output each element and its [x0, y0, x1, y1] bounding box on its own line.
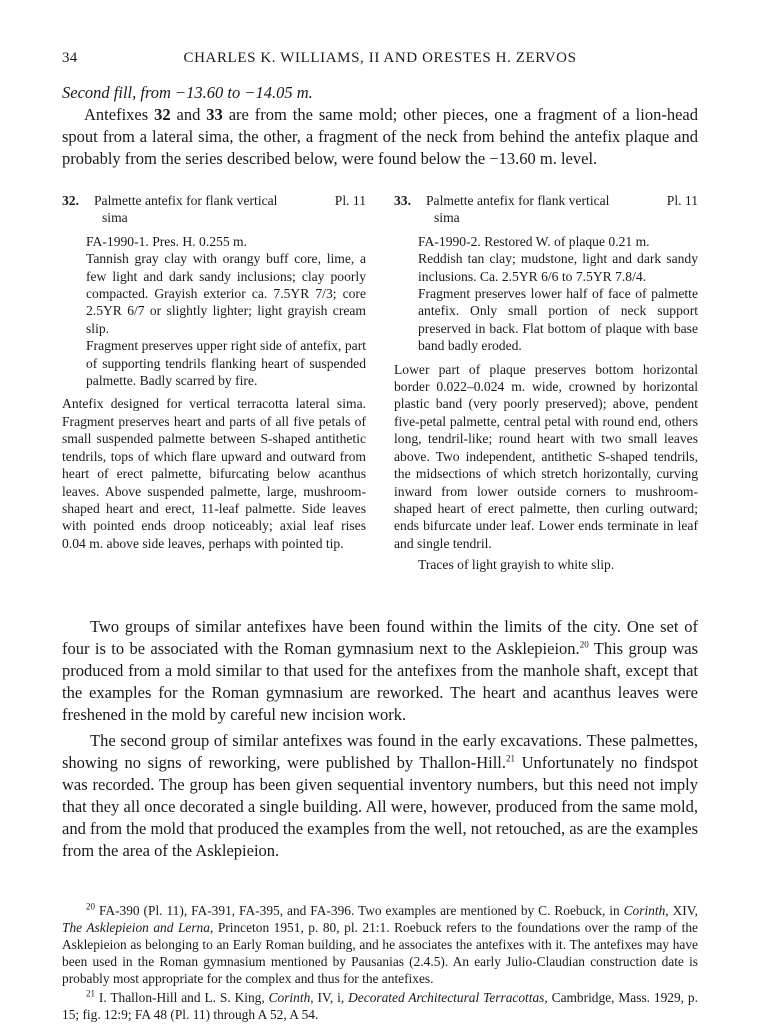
body-paragraph-1-a: Two groups of similar antefixes have been found within the limits of the city. One set of four is to be associated with the Roman gymnasium next to the Asklepieion.	[62, 616, 698, 658]
inventory-line: FA-1990-2. Restored W. of plaque 0.21 m.	[418, 233, 650, 249]
footnote-text: FA-390 (Pl. 11), FA-391, FA-395, and FA-396. Two examples are mentioned by C. Roebuck, in	[95, 902, 624, 918]
footnote-21	[62, 989, 698, 1023]
body-text	[62, 616, 698, 862]
entry-title-line2: sima	[102, 210, 128, 226]
fabric-description: Reddish tan clay; mudstone, light and dark sandy inclusions. Ca. 2.5YR 6/6 to 7.5YR 7.8/4.	[418, 251, 698, 284]
catalogue-columns	[62, 192, 698, 574]
body-paragraph-2-b: Unfortunately no findspot was recorded. The group has been given sequential inventory numbers, but this need not imply that they all once decorated a single building. All were, however, produced from the same mold, and from the mold that produced the examples from the well, not retouched, as are the examples from the area of the Asklepieion.	[62, 752, 699, 860]
intro-antefix-33: 33	[206, 105, 223, 124]
catalogue-entry-32	[62, 192, 366, 574]
footnote-ref-21[interactable]: 21	[506, 753, 516, 764]
entry-title-line1: Palmette antefix for flank vertical	[94, 193, 278, 208]
footnote-text: , Cambridge, Mass. 1929, p. 15; fig. 12:9; FA 48 (Pl. 11) through A 52, A 54.	[62, 989, 698, 1022]
footnote-italic: Corinth	[268, 989, 311, 1005]
footnote-mark: 21	[86, 988, 95, 999]
footnote-text: I. Thallon-Hill and L. S. King,	[95, 989, 269, 1005]
catalogue-entry-33	[394, 192, 698, 574]
slip-note: Traces of light grayish to white slip.	[418, 557, 615, 573]
entry-description: Antefix designed for vertical terracotta lateral sima. Fragment preserves heart and parts of all five petals of small suspended palmette between S-shaped antithetic tendrils, tops of which flare upward and outward from heart of erect palmette, bifurcating below acanthus leaves. Above suspended palmette, large, mushroom-shaped heart and erect, 11-leaf palmette. Side leaves with pointed ends droop noticeably; axial leaf rises 0.04 m. above side leaves, perhaps with pointed tip.	[62, 396, 366, 551]
intro-antefix-32: 32	[154, 105, 171, 124]
plate-reference: Pl. 11	[334, 193, 366, 208]
intro-text-a: Antefixes	[84, 105, 155, 124]
entry-title-line2: sima	[434, 210, 460, 226]
fabric-description: Tannish gray clay with orangy buff core, lime, a few light and dark sandy inclusions; clay poorly compacted. Grayish exterior ca. 7.5YR 7/3; core 2.5YR 6/7 or slightly lighter; light grayish cream slip.	[86, 251, 366, 336]
footnote-italic: The Asklepieion and Lerna	[62, 919, 210, 935]
footnote-ref-20[interactable]: 20	[579, 639, 589, 650]
footnote-italic: Corinth	[623, 902, 666, 918]
body-paragraph-2	[62, 730, 698, 862]
footnote-20	[62, 902, 698, 987]
page	[62, 50, 698, 1025]
body-paragraph-1	[62, 616, 698, 726]
entry-heading	[394, 192, 698, 227]
footnote-mark: 20	[86, 901, 95, 912]
footnote-text: , XIV,	[665, 902, 699, 918]
entry-heading	[62, 192, 366, 227]
intro-text-c: are from the same mold; other pieces, one a fragment of a lion-head spout from a lateral sima, the other, a fragment of the neck from behind the antefix plaque and probably from the series described below, were found below the −13.60 m. level.	[62, 105, 698, 168]
plate-reference: Pl. 11	[666, 193, 698, 208]
entry-title-line1: Palmette antefix for flank vertical	[426, 193, 610, 208]
entry-title	[94, 192, 320, 227]
entry-title	[426, 192, 652, 227]
footnotes	[62, 902, 698, 1023]
preservation-note: Fragment preserves lower half of face of palmette antefix. Only small portion of neck support preserved in back. Flat bottom of plaque with base band badly eroded.	[418, 286, 698, 354]
running-head-authors: CHARLES K. WILLIAMS, II AND ORESTES H. ZERVOS	[183, 50, 577, 66]
footnote-italic: Decorated Architectural Terracottas	[348, 989, 545, 1005]
intro-text-b: and	[170, 105, 207, 124]
entry-number: 33.	[394, 193, 411, 208]
intro-paragraph	[62, 104, 698, 170]
entry-details	[62, 233, 366, 390]
footnote-text: , Princeton 1951, p. 80, pl. 21:1. Roebuck refers to the foundations over the ramp of the Asklepieion as belonging to an Early Roman building, and he associates the antefixes with it. The antefixes may have been used in the Roman gymnasium mentioned by Pausanias (2.4.5). An early Julio-Claudian construction date is probably most appropriate for the complex and thus for the antefixes.	[62, 919, 698, 986]
body-paragraph-2-a: The second group of similar antefixes was found in the early excavations. These palmettes, showing no signs of reworking, were published by Thallon-Hill.	[62, 730, 698, 772]
footnote-text: , IV, i,	[310, 989, 349, 1005]
body-paragraph-1-b: This group was produced from a mold similar to that used for the antefixes from the manhole shaft, except that the examples for the Roman gymnasium are reworked. The heart and acanthus leaves were freshened in the mold by careful new incision work.	[62, 638, 698, 724]
entry-description: Lower part of plaque preserves bottom horizontal border 0.022–0.024 m. wide, crowned by horizontal plastic band (very poorly preserved); above, pendent five-petal palmette, central petal with round end, others long, tendril-like; round heart with two small leaves above. Two independent, antithetic S-shaped tendrils, the midsections of which stretch horizontally, curving inward from lower outside corners to mushroom-shaped heart of erect palmette, then curling outward; ends bifurcate under leaf. Lower ends terminate in leaf and single tendril.	[394, 361, 698, 551]
running-header	[62, 50, 698, 72]
entry-details	[394, 233, 698, 355]
preservation-note: Fragment preserves upper right side of antefix, part of supporting tendrils flanking heart of suspended palmette. Badly scarred by fire.	[86, 338, 366, 389]
page-number: 34	[62, 50, 78, 66]
inventory-line: FA-1990-1. Pres. H. 0.255 m.	[86, 233, 247, 249]
fill-heading: Second fill, from −13.60 to −14.05 m.	[62, 83, 313, 102]
entry-number: 32.	[62, 193, 79, 208]
